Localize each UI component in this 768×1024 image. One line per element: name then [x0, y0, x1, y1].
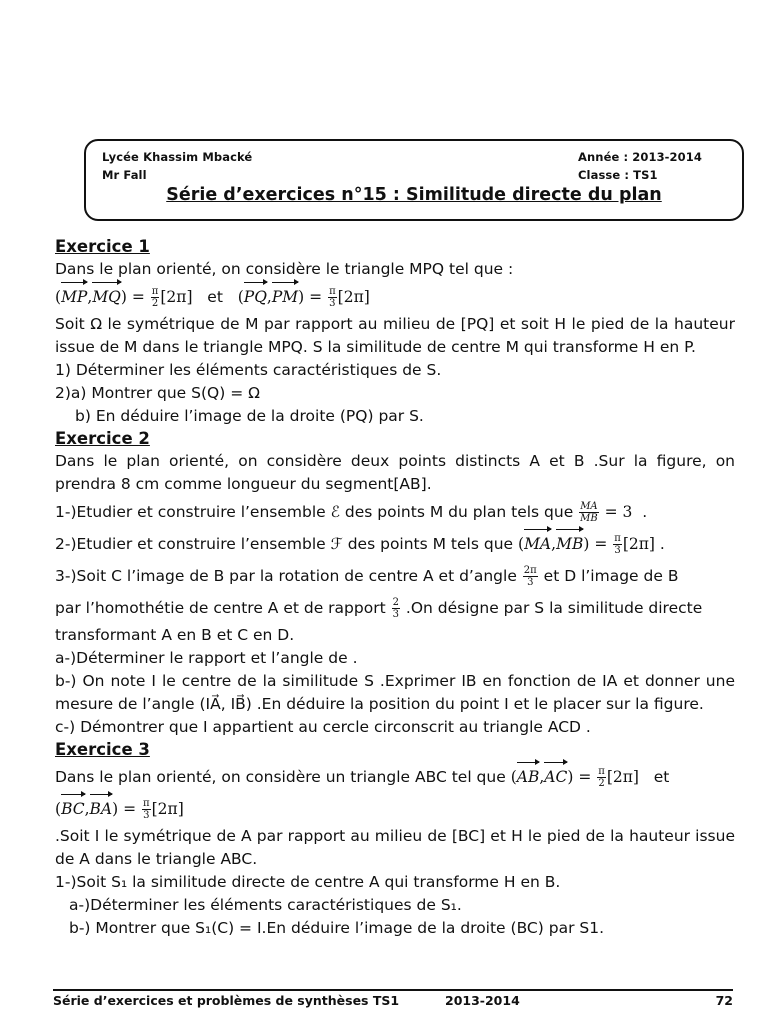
class-name: Classe : TS1	[578, 168, 658, 182]
exercise-2-title: Exercice 2	[55, 429, 150, 448]
exercise-3-angle: (BC,BA) = $\frac{\pi}{3}$ [2π]	[55, 793, 735, 825]
exercise-2-question-3-part-b: et D l’image de B	[543, 567, 679, 585]
exercise-2-question-3-part-c: par l’homothétie de centre A et de rapport	[55, 599, 386, 617]
exercise-1-question-1: 1) Déterminer les éléments caractéristiques de S.	[55, 361, 442, 379]
exercise-2-question-3: 3-)Soit C l’image de B par la rotation de centre A et d’angle $\frac{2\pi}{3}$ et D l’image de B	[55, 565, 679, 588]
exercise-3-question-a: a-)Déterminer les éléments caractéristiques de S₁.	[69, 896, 462, 914]
footer-series-title: Série d’exercices et problèmes de synthèses TS1	[53, 993, 400, 1008]
header-box	[84, 139, 744, 221]
exercise-2-question-1: 1-)Etudier et construire l’ensemble ℰ des points M du plan tels que $\frac{MA}{MB}$ = 3 .	[55, 501, 648, 524]
exercise-2-question-a: a-)Déterminer le rapport et l’angle de .	[55, 649, 358, 667]
exercise-2-question-3-part-d: .On désigne par S la similitude directe	[405, 599, 703, 617]
exercise-2-question-2-text: 2-)Etudier et construire l’ensemble ℱ des points M tels que	[55, 535, 514, 553]
exercise-3-title: Exercice 3	[55, 740, 150, 759]
exercise-2-question-3-part-a: 3-)Soit C l’image de B par la rotation de centre A et d’angle	[55, 567, 517, 585]
school-year: Année : 2013-2014	[578, 150, 702, 164]
exercise-1-question-2b: b) En déduire l’image de la droite (PQ) par S.	[75, 407, 424, 425]
exercise-2-question-1-text: 1-)Etudier et construire l’ensemble ℰ des points M du plan tels que	[55, 503, 574, 521]
exercise-2-question-3-cont: par l’homothétie de centre A et de rapport $\frac{2}{3}$ .On désigne par S la similitude directe	[55, 597, 703, 620]
exercise-2-question-3-end: transformant A en B et C en D.	[55, 626, 295, 644]
page-footer	[53, 989, 733, 1015]
exercise-1-statement: Soit Ω le symétrique de M par rapport au milieu de [PQ] et soit H le pied de la hauteur issue de M dans le triangle MPQ. S la similitude de centre M qui transforme H en P.	[55, 315, 735, 356]
document-title: Série d’exercices n°15 : Similitude directe du plan	[166, 185, 662, 205]
exercise-1-title: Exercice 1	[55, 237, 150, 256]
exercise-3-intro-text: Dans le plan orienté, on considère un triangle ABC tel que	[55, 768, 506, 786]
page-number: 72	[715, 993, 733, 1008]
exercise-3-question-b: b-) Montrer que S₁(C) = I.En déduire l’image de la droite (BC) par S1.	[69, 919, 604, 937]
exercise-2-question-b: b-) On note I le centre de la similitude S .Exprimer IB en fonction de IA et donner une mesure de l’angle (IA⃗, IB⃗) .En déduire la position du point I et le placer sur la figure.	[55, 672, 735, 713]
exercise-1-intro: Dans le plan orienté, on considère le triangle MPQ tel que :	[55, 260, 514, 278]
school-name: Lycée Khassim Mbacké	[102, 150, 253, 164]
footer-year: 2013-2014	[445, 993, 520, 1008]
exercise-3-question-1: 1-)Soit S₁ la similitude directe de centre A qui transforme H en B.	[55, 873, 561, 891]
exercise-2-intro: Dans le plan orienté, on considère deux points distincts A et B .Sur la figure, on prendra 8 cm comme longueur du segment[AB].	[55, 452, 735, 493]
exercise-1-question-2a: 2)a) Montrer que S(Q) = Ω	[55, 384, 260, 402]
exercise-1-angles: (MP,MQ) = $\frac{\pi}{2}$ [2π] et (PQ,PM) = $\frac{\pi}{3}$ [2π]	[55, 281, 735, 313]
document-content	[55, 236, 735, 940]
exercise-3-intro: Dans le plan orienté, on considère un triangle ABC tel que (AB,AC) = $\frac{\pi}{2}$ [2π] et	[55, 761, 735, 793]
exercise-2-question-c: c-) Démontrer que I appartient au cercle circonscrit au triangle ACD .	[55, 718, 591, 736]
exercise-2-question-2: 2-)Etudier et construire l’ensemble ℱ des points M tels que (MA,MB) = $\frac{\pi}{3}$ [2π] .	[55, 528, 735, 560]
teacher-name: Mr Fall	[102, 168, 147, 182]
exercise-3-statement: .Soit I le symétrique de A par rapport au milieu de [BC] et H le pied de la hauteur issue de A dans le triangle ABC.	[55, 827, 735, 868]
